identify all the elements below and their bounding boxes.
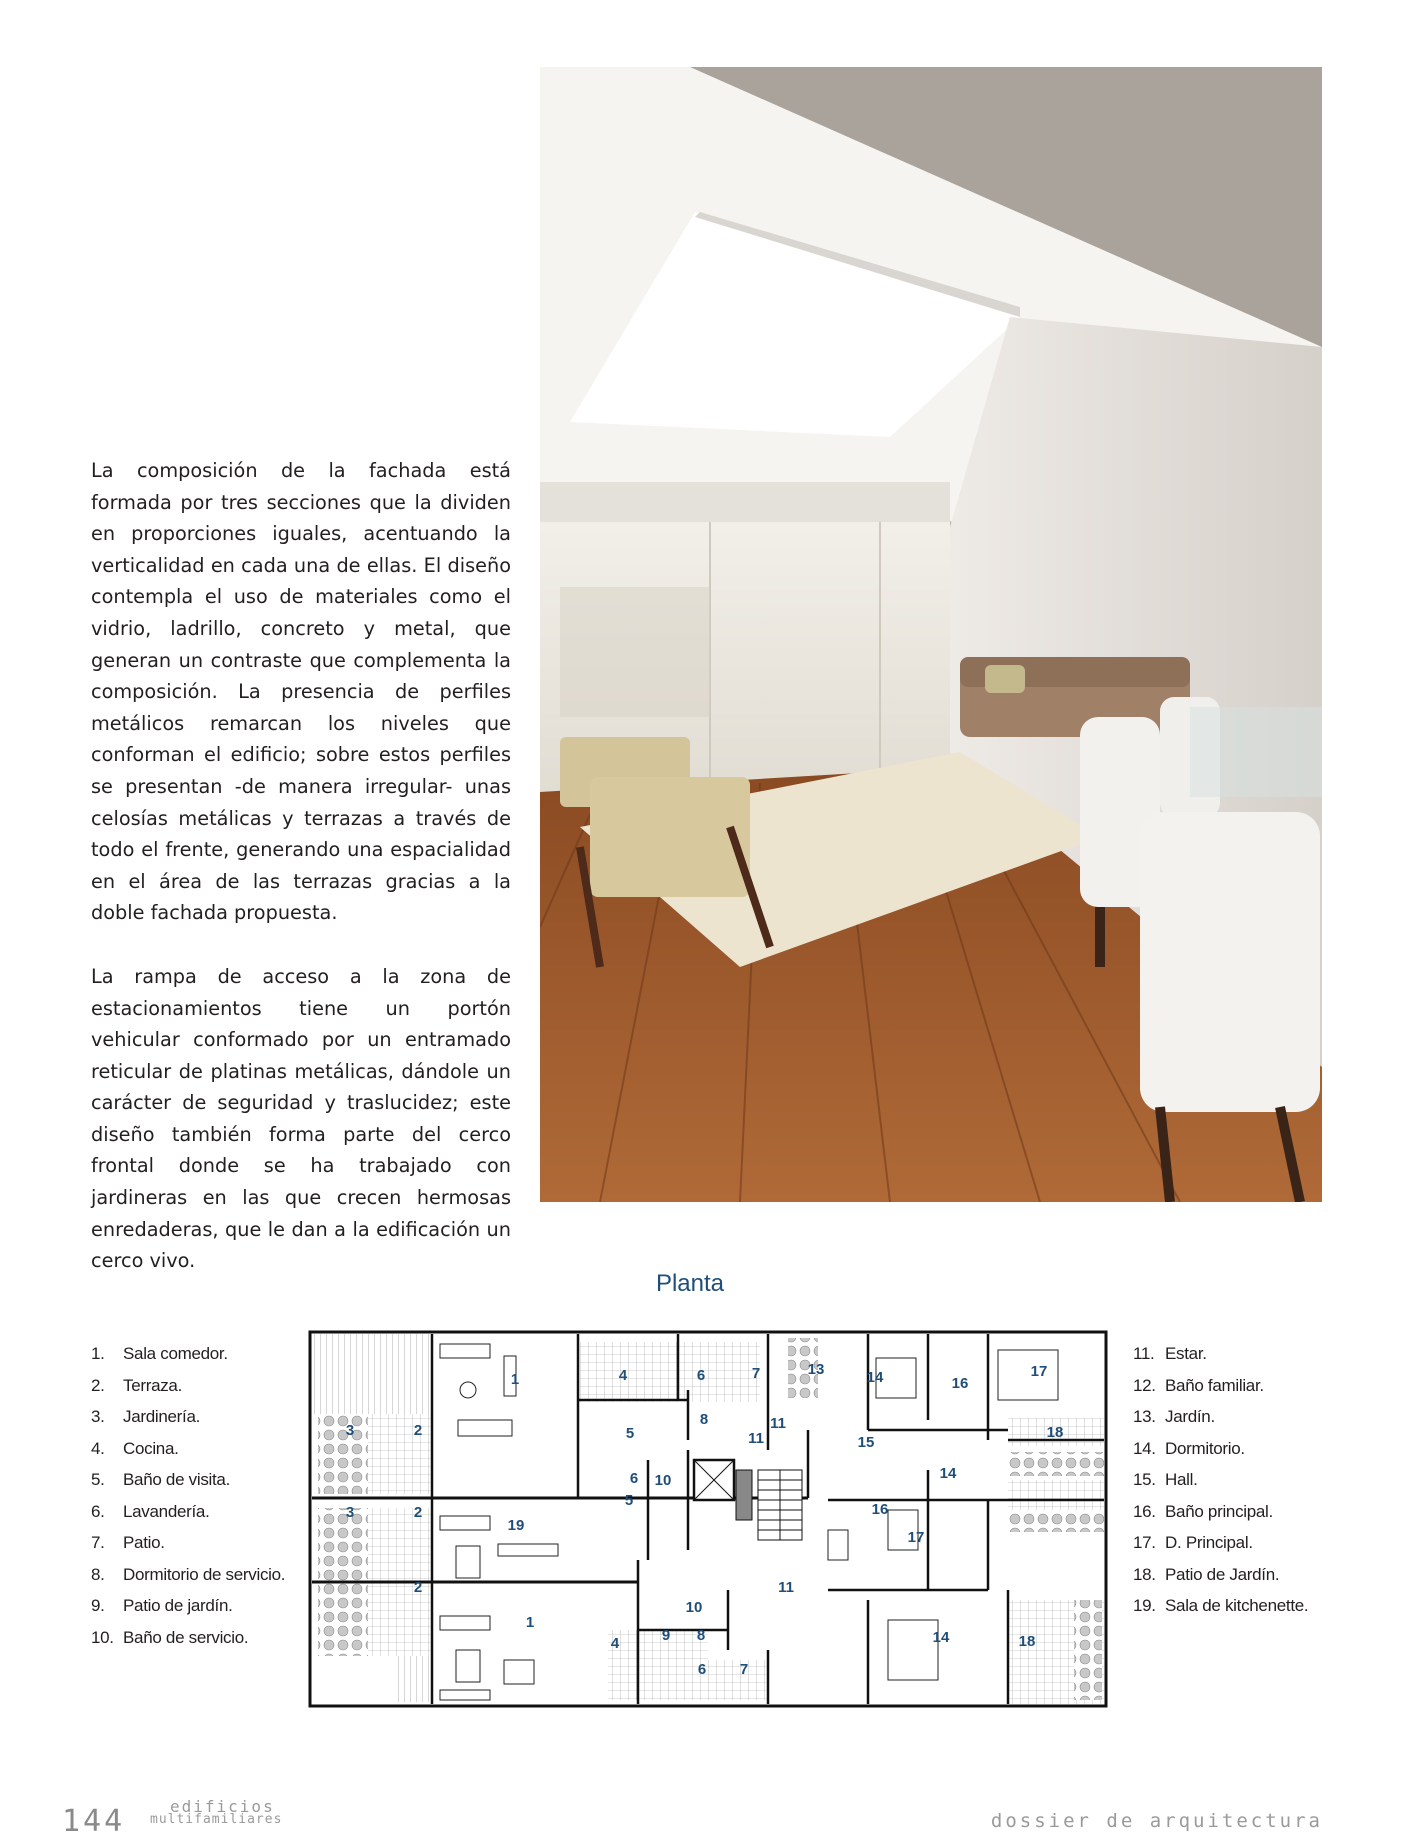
legend-item: 18. Patio de Jardín. (1133, 1564, 1280, 1584)
room-label: 1 (510, 1371, 520, 1388)
section-title: dossier de arquitectura (990, 1810, 1323, 1832)
room-label: 4 (618, 1367, 628, 1384)
article-paragraph-1: La composición de la fachada está formada por tres secciones que la dividen en proporciones iguales, acentuando la verticalidad en cada una de ellas. El diseño contempla el uso de materiales como el vidrio, ladrillo, concreto y metal, que generan un contraste que complementa la composición. La presencia de perfiles metálicos remarcan los niveles que conforman el edificio; sobre estos perfiles se presentan -de manera irregular- unas celosías metálicas y terrazas a través de todo el frente, generando una espacialidad en el área de las terrazas gracias a la doble fachada propuesta. (91, 459, 511, 925)
room-label: 14 (866, 1369, 884, 1386)
plan-legend-right (1133, 1338, 1308, 1622)
room-label: 19 (507, 1517, 525, 1534)
room-label: 11 (770, 1415, 786, 1432)
room-label: 18 (1018, 1633, 1036, 1650)
room-label: 5 (624, 1492, 634, 1509)
room-label: 17 (907, 1529, 925, 1546)
room-label: 4 (610, 1635, 620, 1652)
room-label: 3 (345, 1422, 355, 1439)
legend-item: 8. Dormitorio de servicio. (91, 1564, 286, 1584)
legend-item: 15. Hall. (1133, 1470, 1198, 1489)
room-label: 13 (807, 1361, 825, 1378)
floor-plan (308, 1330, 1108, 1708)
legend-item: 1. Sala comedor. (91, 1344, 228, 1363)
legend-item: 9. Patio de jardín. (91, 1596, 233, 1615)
room-label: 1 (525, 1614, 535, 1631)
room-label: 10 (654, 1472, 672, 1489)
room-label: 2 (413, 1504, 423, 1521)
room-label: 17 (1030, 1363, 1048, 1380)
legend-item: 11. Estar. (1133, 1344, 1207, 1363)
room-label: 16 (871, 1501, 889, 1518)
plan-legend-left (91, 1338, 285, 1653)
room-label: 7 (751, 1365, 761, 1382)
room-label: 6 (696, 1367, 706, 1384)
room-label: 16 (951, 1375, 969, 1392)
room-label: 18 (1046, 1424, 1064, 1441)
legend-item: 17. D. Principal. (1133, 1533, 1253, 1552)
legend-item: 16. Baño principal. (1133, 1501, 1273, 1521)
room-label: 8 (696, 1627, 706, 1644)
room-label: 7 (739, 1661, 749, 1678)
room-label: 3 (345, 1504, 355, 1521)
page-number: 144 (62, 1804, 126, 1839)
legend-item: 13. Jardín. (1133, 1407, 1215, 1426)
room-label: 6 (697, 1661, 707, 1678)
plan-title: Planta (655, 1270, 725, 1297)
room-label: 6 (629, 1470, 639, 1487)
legend-item: 4. Cocina. (91, 1438, 179, 1458)
legend-item: 2. Terraza. (91, 1375, 183, 1395)
article-paragraph-2: La rampa de acceso a la zona de estacionamientos tiene un portón vehicular conformado por un entramado reticular de platinas metálicas, dándole un carácter de seguridad y traslucidez; este diseño también forma parte del cerco frontal donde se ha trabajado con jardineras en las que crecen hermosas enredaderas, que le dan a la edificación un cerco vivo. (91, 964, 511, 1273)
legend-item: 7. Patio. (91, 1533, 165, 1552)
legend-item: 6. Lavandería. (91, 1501, 210, 1521)
room-label: 8 (699, 1411, 709, 1428)
room-label: 9 (661, 1627, 671, 1644)
room-label: 14 (932, 1629, 950, 1646)
room-label: 2 (413, 1422, 423, 1439)
magazine-logo (150, 1797, 283, 1827)
article-body (91, 455, 511, 1309)
room-label: 10 (685, 1599, 703, 1616)
legend-item: 14. Dormitorio. (1133, 1438, 1245, 1458)
logo-line-2: multifamiliares (150, 1812, 283, 1827)
room-label: 5 (625, 1425, 635, 1442)
room-label: 11 (748, 1430, 764, 1447)
legend-item: 5. Baño de visita. (91, 1470, 231, 1489)
room-label: 11 (778, 1579, 794, 1596)
legend-item: 12. Baño familiar. (1133, 1375, 1264, 1395)
legend-item: 10. Baño de servicio. (91, 1627, 249, 1647)
room-label: 14 (939, 1465, 957, 1482)
legend-item: 3. Jardinería. (91, 1407, 201, 1426)
logo-line-1: edificios (170, 1797, 275, 1816)
legend-item: 19. Sala de kitchenette. (1133, 1596, 1309, 1615)
room-label: 15 (857, 1434, 875, 1451)
room-label: 2 (413, 1579, 423, 1596)
interior-photo (540, 67, 1322, 1202)
